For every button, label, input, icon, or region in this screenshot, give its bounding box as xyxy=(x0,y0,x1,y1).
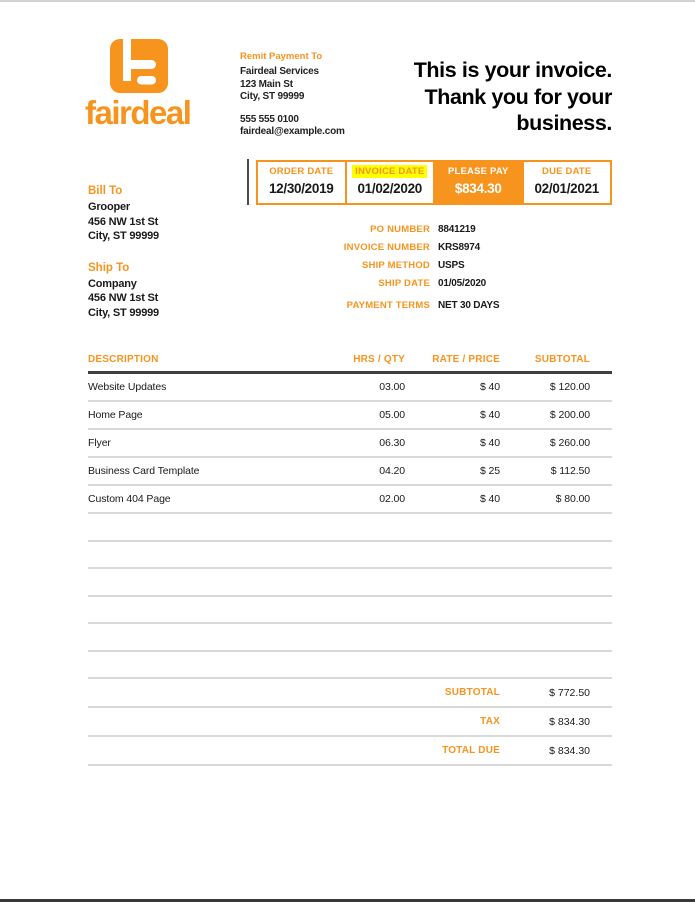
summary-left-rule xyxy=(247,159,249,205)
bill-to-city: City, ST 99999 xyxy=(88,230,159,242)
invoice-number-value: KRS8974 xyxy=(438,242,480,253)
header-rate: RATE / PRICE xyxy=(432,354,500,365)
remit-address-line2: City, ST 99999 xyxy=(240,91,305,102)
item-rate: $ 40 xyxy=(479,437,500,449)
fairdeal-logo-icon xyxy=(110,39,168,93)
ship-method-label: SHIP METHOD xyxy=(361,260,430,271)
item-qty: 06.30 xyxy=(379,437,405,449)
item-description: Business Card Template xyxy=(88,465,200,477)
item-qty: 04.20 xyxy=(379,465,405,477)
payment-terms-value: NET 30 DAYS xyxy=(438,300,500,311)
table-row xyxy=(88,430,612,458)
ship-to-name: Company xyxy=(88,277,137,290)
empty-row xyxy=(88,597,612,625)
payment-terms-row xyxy=(320,300,580,311)
bill-to-block xyxy=(88,185,238,244)
please-pay-label: PLEASE PAY xyxy=(447,166,509,177)
item-subtotal: $ 112.50 xyxy=(550,465,590,477)
tax-row xyxy=(88,708,612,737)
empty-row xyxy=(88,652,612,680)
invoice-date-label xyxy=(347,166,434,177)
please-pay-cell xyxy=(435,162,524,203)
brand-wordmark: fairdeal xyxy=(85,94,191,131)
ship-date-row xyxy=(320,278,580,289)
ship-date-value: 01/05/2020 xyxy=(438,278,487,289)
tax-value: $ 834.30 xyxy=(549,715,590,728)
due-date-value: 02/01/2021 xyxy=(534,181,600,196)
ship-method-row xyxy=(320,260,580,271)
item-rate: $ 40 xyxy=(479,381,500,393)
item-rate: $ 40 xyxy=(479,493,500,505)
po-number-value: 8841219 xyxy=(438,224,476,235)
order-date-label: ORDER DATE xyxy=(269,166,334,177)
header-description: DESCRIPTION xyxy=(88,354,159,365)
table-row xyxy=(88,374,612,402)
tax-label: TAX xyxy=(480,716,500,727)
payment-terms-label: PAYMENT TERMS xyxy=(346,300,430,311)
date-summary-table xyxy=(256,160,612,205)
invoice-date-cell xyxy=(347,162,436,203)
invoice-headline xyxy=(352,57,612,137)
ship-method-value: USPS xyxy=(438,260,465,271)
bill-to-street: 456 NW 1st St xyxy=(88,215,159,228)
headline-line: business. xyxy=(516,111,612,135)
item-subtotal: $ 80.00 xyxy=(555,493,590,505)
due-date-label: DUE DATE xyxy=(542,166,592,177)
item-subtotal: $ 120.00 xyxy=(549,381,590,393)
item-qty: 03.00 xyxy=(379,381,405,393)
invoice-number-label: INVOICE NUMBER xyxy=(343,242,430,253)
remit-phone: 555 555 0100 xyxy=(240,113,299,125)
item-description: Custom 404 Page xyxy=(88,493,171,505)
header-qty: HRS / QTY xyxy=(353,354,405,365)
invoice-date-highlight: INVOICE DATE xyxy=(352,165,427,178)
items-header-row xyxy=(88,354,612,374)
invoice-number-row xyxy=(320,242,580,253)
empty-row xyxy=(88,569,612,597)
empty-row xyxy=(88,542,612,570)
order-date-cell xyxy=(258,162,347,203)
bill-to-name: Grooper xyxy=(88,201,130,213)
remit-address-line1: 123 Main St xyxy=(240,78,293,90)
ship-to-block xyxy=(88,262,238,321)
remit-email: fairdeal@example.com xyxy=(240,126,345,137)
order-date-value: 12/30/2019 xyxy=(268,181,334,196)
ship-to-label: Ship To xyxy=(88,261,130,274)
remit-label: Remit Payment To xyxy=(240,51,323,62)
item-description: Website Updates xyxy=(88,381,167,393)
total-due-label: TOTAL DUE xyxy=(442,745,500,756)
header-subtotal: SUBTOTAL xyxy=(534,354,590,365)
empty-row xyxy=(88,514,612,542)
item-description: Home Page xyxy=(88,409,143,421)
po-number-label: PO NUMBER xyxy=(370,224,430,235)
po-number-row xyxy=(320,224,580,235)
total-due-row xyxy=(88,737,612,766)
remit-company: Fairdeal Services xyxy=(240,66,319,77)
table-row xyxy=(88,458,612,486)
headline-line: This is your invoice. xyxy=(413,58,612,82)
item-rate: $ 25 xyxy=(479,465,500,477)
headline-line: Thank you for your xyxy=(424,84,612,109)
bill-to-label: Bill To xyxy=(88,185,123,197)
item-subtotal: $ 200.00 xyxy=(549,409,590,421)
due-date-cell xyxy=(524,162,611,203)
subtotal-value: $ 772.50 xyxy=(549,686,590,699)
subtotal-label: SUBTOTAL xyxy=(444,687,500,698)
invoice-date-value: 01/02/2020 xyxy=(357,181,423,196)
ship-to-city: City, ST 99999 xyxy=(88,306,159,319)
item-rate: $ 40 xyxy=(479,409,500,421)
subtotal-row xyxy=(88,679,612,708)
table-row xyxy=(88,486,612,514)
line-items-table xyxy=(88,354,612,766)
item-qty: 02.00 xyxy=(379,493,405,505)
ship-to-street: 456 NW 1st St xyxy=(88,292,159,304)
order-details-block xyxy=(320,224,580,318)
table-row xyxy=(88,402,612,430)
addresses-block xyxy=(88,185,238,320)
item-description: Flyer xyxy=(88,437,111,449)
total-due-value: $ 834.30 xyxy=(549,744,590,757)
item-subtotal: $ 260.00 xyxy=(549,437,590,449)
please-pay-value: $834.30 xyxy=(454,181,502,196)
item-qty: 05.00 xyxy=(379,409,405,421)
ship-date-label: SHIP DATE xyxy=(378,278,430,289)
empty-row xyxy=(88,624,612,652)
